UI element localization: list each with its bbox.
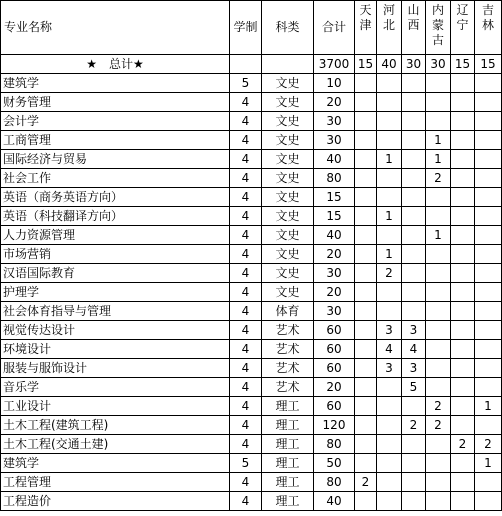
total-cell: 20 [314,378,355,397]
province-cell [475,169,502,188]
province-cell: 2 [475,435,502,454]
col-header-tianjin [355,1,377,55]
years-cell: 4 [230,188,262,207]
category-cell: 文史 [262,74,314,93]
major-cell: 视觉传达设计 [1,321,230,340]
table-body [1,55,502,511]
province-cell [377,226,402,245]
major-cell: 土木工程(交通土建) [1,435,230,454]
province-cell [402,112,426,131]
province-label: 内蒙古 [431,3,444,47]
category-cell: 艺术 [262,359,314,378]
province-cell [426,264,451,283]
total-cell: 30 [314,302,355,321]
province-cell: 2 [377,264,402,283]
province-cell [475,473,502,492]
years-cell: 5 [230,74,262,93]
table-row [1,188,502,207]
table-row [1,397,502,416]
province-cell [451,169,475,188]
province-cell [402,207,426,226]
province-cell [426,93,451,112]
major-cell: 服装与服饰设计 [1,359,230,378]
province-cell [451,226,475,245]
major-cell: 人力资源管理 [1,226,230,245]
province-cell [426,188,451,207]
province-cell [377,454,402,473]
province-cell: 3 [402,321,426,340]
province-cell [475,359,502,378]
major-cell: 会计学 [1,112,230,131]
province-cell [475,321,502,340]
province-cell [402,169,426,188]
total-years-cell [230,55,262,74]
province-cell [355,169,377,188]
province-cell [426,283,451,302]
category-cell: 理工 [262,397,314,416]
province-cell [475,131,502,150]
years-cell: 4 [230,283,262,302]
province-label: 河北 [382,3,395,32]
province-cell: 2 [402,416,426,435]
province-cell: 2 [426,169,451,188]
col-header-inner-mongolia [426,1,451,55]
years-cell: 4 [230,226,262,245]
province-cell [451,340,475,359]
province-cell [451,359,475,378]
province-cell [402,188,426,207]
col-header-years: 学制 [230,1,262,55]
province-cell [475,93,502,112]
province-cell [355,131,377,150]
province-cell [402,283,426,302]
province-cell [377,283,402,302]
province-cell [355,321,377,340]
major-cell: 建筑学 [1,74,230,93]
table-row [1,112,502,131]
years-cell: 4 [230,378,262,397]
province-cell [355,226,377,245]
province-cell: 1 [475,397,502,416]
province-cell [355,359,377,378]
province-cell [451,150,475,169]
province-cell [426,473,451,492]
major-cell: 社会工作 [1,169,230,188]
table-row [1,131,502,150]
province-cell [355,340,377,359]
table-row [1,435,502,454]
years-cell: 4 [230,264,262,283]
province-cell: 3 [377,359,402,378]
province-cell [451,264,475,283]
province-cell [377,397,402,416]
province-cell [402,397,426,416]
years-cell: 4 [230,340,262,359]
total-cell: 20 [314,245,355,264]
province-cell [355,416,377,435]
total-province-cell: 40 [377,55,402,74]
years-cell: 5 [230,454,262,473]
total-cell: 40 [314,150,355,169]
total-cell: 30 [314,112,355,131]
province-cell [426,74,451,93]
province-cell: 4 [402,340,426,359]
total-cell: 30 [314,264,355,283]
years-cell: 4 [230,359,262,378]
province-cell [355,93,377,112]
province-cell [377,112,402,131]
table-row [1,169,502,188]
major-cell: 环境设计 [1,340,230,359]
total-cell: 15 [314,207,355,226]
category-cell: 文史 [262,245,314,264]
province-cell [402,435,426,454]
province-cell [355,150,377,169]
major-cell: 工程管理 [1,473,230,492]
category-cell: 文史 [262,188,314,207]
province-cell [402,74,426,93]
province-label: 天津 [359,3,372,32]
col-header-major: 专业名称 [1,1,230,55]
major-cell: 建筑学 [1,454,230,473]
province-cell [451,207,475,226]
province-cell [475,416,502,435]
years-cell: 4 [230,207,262,226]
province-cell [475,188,502,207]
category-cell: 理工 [262,473,314,492]
province-cell [426,378,451,397]
province-cell: 2 [426,397,451,416]
table-row [1,150,502,169]
major-cell: 社会体育指导与管理 [1,302,230,321]
years-cell: 4 [230,397,262,416]
total-cell: 40 [314,492,355,511]
table-row [1,226,502,245]
category-cell: 艺术 [262,378,314,397]
province-cell [426,435,451,454]
province-cell [426,112,451,131]
province-cell: 2 [426,416,451,435]
province-cell [426,302,451,321]
category-cell: 文史 [262,264,314,283]
category-cell: 艺术 [262,340,314,359]
province-cell: 1 [377,245,402,264]
province-cell [355,188,377,207]
province-cell [475,302,502,321]
province-cell [475,226,502,245]
province-cell [475,340,502,359]
category-cell: 文史 [262,150,314,169]
province-cell [402,454,426,473]
province-cell [377,302,402,321]
major-cell: 护理学 [1,283,230,302]
province-cell [355,397,377,416]
total-province-cell: 30 [426,55,451,74]
years-cell: 4 [230,131,262,150]
col-header-shanxi [402,1,426,55]
col-header-total: 合计 [314,1,355,55]
province-cell [475,378,502,397]
total-label: ★ 总计★ [1,55,230,74]
province-cell [377,169,402,188]
category-cell: 文史 [262,283,314,302]
province-label: 辽宁 [456,3,469,32]
province-cell [402,473,426,492]
total-category-cell [262,55,314,74]
province-cell: 4 [377,340,402,359]
province-cell [402,264,426,283]
province-cell [355,302,377,321]
province-cell: 3 [377,321,402,340]
province-cell: 5 [402,378,426,397]
category-cell: 文史 [262,93,314,112]
category-cell: 文史 [262,131,314,150]
table-row [1,454,502,473]
total-cell: 20 [314,283,355,302]
province-cell [355,492,377,511]
table-row [1,473,502,492]
province-cell [377,74,402,93]
total-cell: 80 [314,435,355,454]
province-cell [451,245,475,264]
province-cell [426,492,451,511]
province-cell [475,150,502,169]
province-cell [451,378,475,397]
years-cell: 4 [230,435,262,454]
col-header-jilin [475,1,502,55]
table-row [1,340,502,359]
years-cell: 4 [230,93,262,112]
province-cell [451,397,475,416]
years-cell: 4 [230,473,262,492]
total-cell: 80 [314,473,355,492]
province-cell [451,93,475,112]
category-cell: 艺术 [262,321,314,340]
province-cell: 1 [475,454,502,473]
table-row [1,245,502,264]
province-cell [475,74,502,93]
category-cell: 理工 [262,435,314,454]
province-cell [402,150,426,169]
province-cell: 1 [377,150,402,169]
years-cell: 4 [230,112,262,131]
total-value: 3700 [314,55,355,74]
total-cell: 20 [314,93,355,112]
province-cell [475,245,502,264]
total-cell: 30 [314,131,355,150]
province-cell [377,131,402,150]
table-row [1,93,502,112]
major-cell: 财务管理 [1,93,230,112]
table-row [1,378,502,397]
province-cell [451,416,475,435]
total-province-cell: 15 [355,55,377,74]
category-cell: 文史 [262,112,314,131]
province-cell [377,416,402,435]
category-cell: 文史 [262,207,314,226]
province-cell [451,473,475,492]
province-cell [355,74,377,93]
province-cell [402,245,426,264]
category-cell: 体育 [262,302,314,321]
province-cell [475,264,502,283]
major-cell: 工程造价 [1,492,230,511]
major-cell: 土木工程(建筑工程) [1,416,230,435]
province-cell [451,302,475,321]
total-province-cell: 30 [402,55,426,74]
province-cell: 3 [402,359,426,378]
total-cell: 50 [314,454,355,473]
province-label: 山西 [407,3,420,32]
major-cell: 汉语国际教育 [1,264,230,283]
total-province-cell: 15 [475,55,502,74]
table-row [1,74,502,93]
table-row [1,264,502,283]
province-cell [426,340,451,359]
province-cell: 2 [355,473,377,492]
major-cell: 国际经济与贸易 [1,150,230,169]
province-cell [475,492,502,511]
province-cell [475,207,502,226]
total-cell: 120 [314,416,355,435]
total-cell: 40 [314,226,355,245]
province-cell [402,131,426,150]
province-cell: 1 [426,226,451,245]
province-cell [355,207,377,226]
province-cell [451,492,475,511]
province-cell [451,112,475,131]
province-cell [377,492,402,511]
province-cell [426,359,451,378]
province-cell [355,454,377,473]
total-cell: 60 [314,321,355,340]
years-cell: 4 [230,245,262,264]
years-cell: 4 [230,150,262,169]
table-row [1,283,502,302]
province-cell [355,378,377,397]
province-cell [377,188,402,207]
total-cell: 10 [314,74,355,93]
province-cell [355,435,377,454]
province-cell [426,454,451,473]
province-cell [475,112,502,131]
table-row [1,207,502,226]
category-cell: 理工 [262,454,314,473]
province-cell: 1 [426,131,451,150]
total-cell: 15 [314,188,355,207]
province-cell: 1 [426,150,451,169]
province-cell [426,321,451,340]
province-cell [377,435,402,454]
total-cell: 60 [314,340,355,359]
years-cell: 4 [230,492,262,511]
province-cell [451,74,475,93]
major-cell: 音乐学 [1,378,230,397]
total-row [1,55,502,74]
col-header-liaoning [451,1,475,55]
category-cell: 理工 [262,416,314,435]
major-cell: 英语（科技翻译方向） [1,207,230,226]
table-row [1,492,502,511]
province-cell [377,93,402,112]
major-cell: 工商管理 [1,131,230,150]
years-cell: 4 [230,302,262,321]
col-header-category: 科类 [262,1,314,55]
province-cell [402,492,426,511]
col-header-hebei [377,1,402,55]
province-cell [377,378,402,397]
province-cell [451,188,475,207]
category-cell: 理工 [262,492,314,511]
province-cell [426,245,451,264]
total-cell: 60 [314,359,355,378]
major-cell: 英语（商务英语方向） [1,188,230,207]
table-row [1,302,502,321]
province-cell [355,112,377,131]
total-cell: 60 [314,397,355,416]
years-cell: 4 [230,321,262,340]
province-cell [451,321,475,340]
province-cell [355,283,377,302]
province-cell [451,131,475,150]
years-cell: 4 [230,416,262,435]
table-row [1,321,502,340]
category-cell: 文史 [262,169,314,188]
major-cell: 工业设计 [1,397,230,416]
header-row [1,1,502,55]
province-label: 吉林 [481,3,494,32]
category-cell: 文史 [262,226,314,245]
province-cell [402,93,426,112]
years-cell: 4 [230,169,262,188]
province-cell [475,283,502,302]
province-cell [451,283,475,302]
total-cell: 80 [314,169,355,188]
province-cell [426,207,451,226]
province-cell [355,245,377,264]
major-cell: 市场营销 [1,245,230,264]
province-cell [377,473,402,492]
province-cell: 1 [377,207,402,226]
table-row [1,359,502,378]
province-cell [402,302,426,321]
total-province-cell: 15 [451,55,475,74]
province-cell [355,264,377,283]
province-cell: 2 [451,435,475,454]
province-cell [451,454,475,473]
table-row [1,416,502,435]
province-cell [402,226,426,245]
